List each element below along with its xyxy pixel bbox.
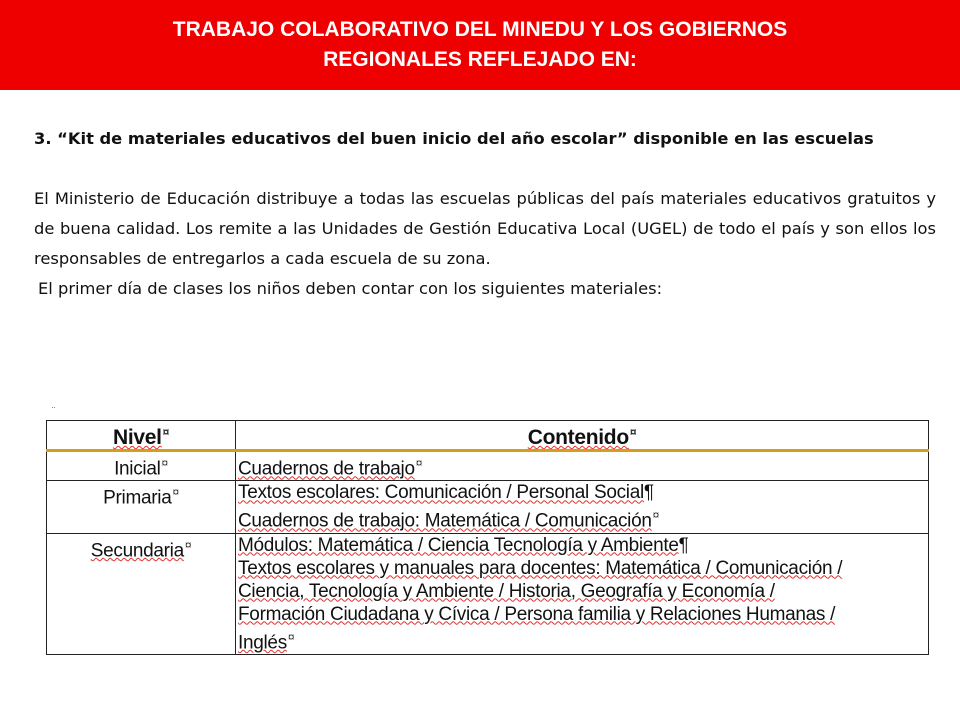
description-paragraph: El Ministerio de Educación distribuye a todas las escuelas públicas del país materiales educativos gratuitos y de buena calidad. Los remite a las Unidades de Gestión Educativa Local (UGEL) de todo el país y son ellos los responsables de entregarlos a cada escuela de su zona. xyxy=(34,189,936,268)
table-row-secundaria xyxy=(47,533,929,654)
table-header-row xyxy=(47,421,929,451)
banner-title-line-2: REGIONALES REFLEJADO EN: xyxy=(323,48,637,71)
title-banner xyxy=(0,0,960,90)
table-anchor-mark: ¨ xyxy=(52,406,56,417)
materials-table xyxy=(46,420,929,655)
table-row-inicial xyxy=(47,451,929,481)
header-nivel: Nivel¤ xyxy=(47,421,236,451)
intro-sentence: El primer día de clases los niños deben contar con los siguientes materiales: xyxy=(38,279,663,298)
spacer xyxy=(34,154,936,184)
header-contenido: Contenido¤ xyxy=(236,421,929,451)
body-text xyxy=(34,124,936,304)
cell-nivel: Secundaria¤ xyxy=(47,533,236,654)
cell-contenido: Módulos: Matemática / Ciencia Tecnología y Ambiente¶ Textos escolares y manuales para docentes: Matemática / Comunicación / Ciencia, Tecnología y Ambiente / Historia, Geografía y Economía / Formación Ciudadana y Cívica / Persona familia y Relaciones Humanas / Inglés¤ xyxy=(236,533,929,654)
banner-title-line-1: TRABAJO COLABORATIVO DEL MINEDU Y LOS GOBIERNOS xyxy=(172,18,788,41)
cell-contenido: Textos escolares: Comunicación / Personal Social¶ Cuadernos de trabajo: Matemática / Comunicación¤ xyxy=(236,481,929,533)
section-heading: 3. “Kit de materiales educativos del buen inicio del año escolar” disponible en las escuelas xyxy=(34,129,874,148)
cell-nivel: Inicial¤ xyxy=(47,451,236,481)
cell-contenido: Cuadernos de trabajo¤ xyxy=(236,451,929,481)
materials-table-image xyxy=(40,406,936,686)
cell-nivel: Primaria¤ xyxy=(47,481,236,533)
table-row-primaria xyxy=(47,481,929,533)
